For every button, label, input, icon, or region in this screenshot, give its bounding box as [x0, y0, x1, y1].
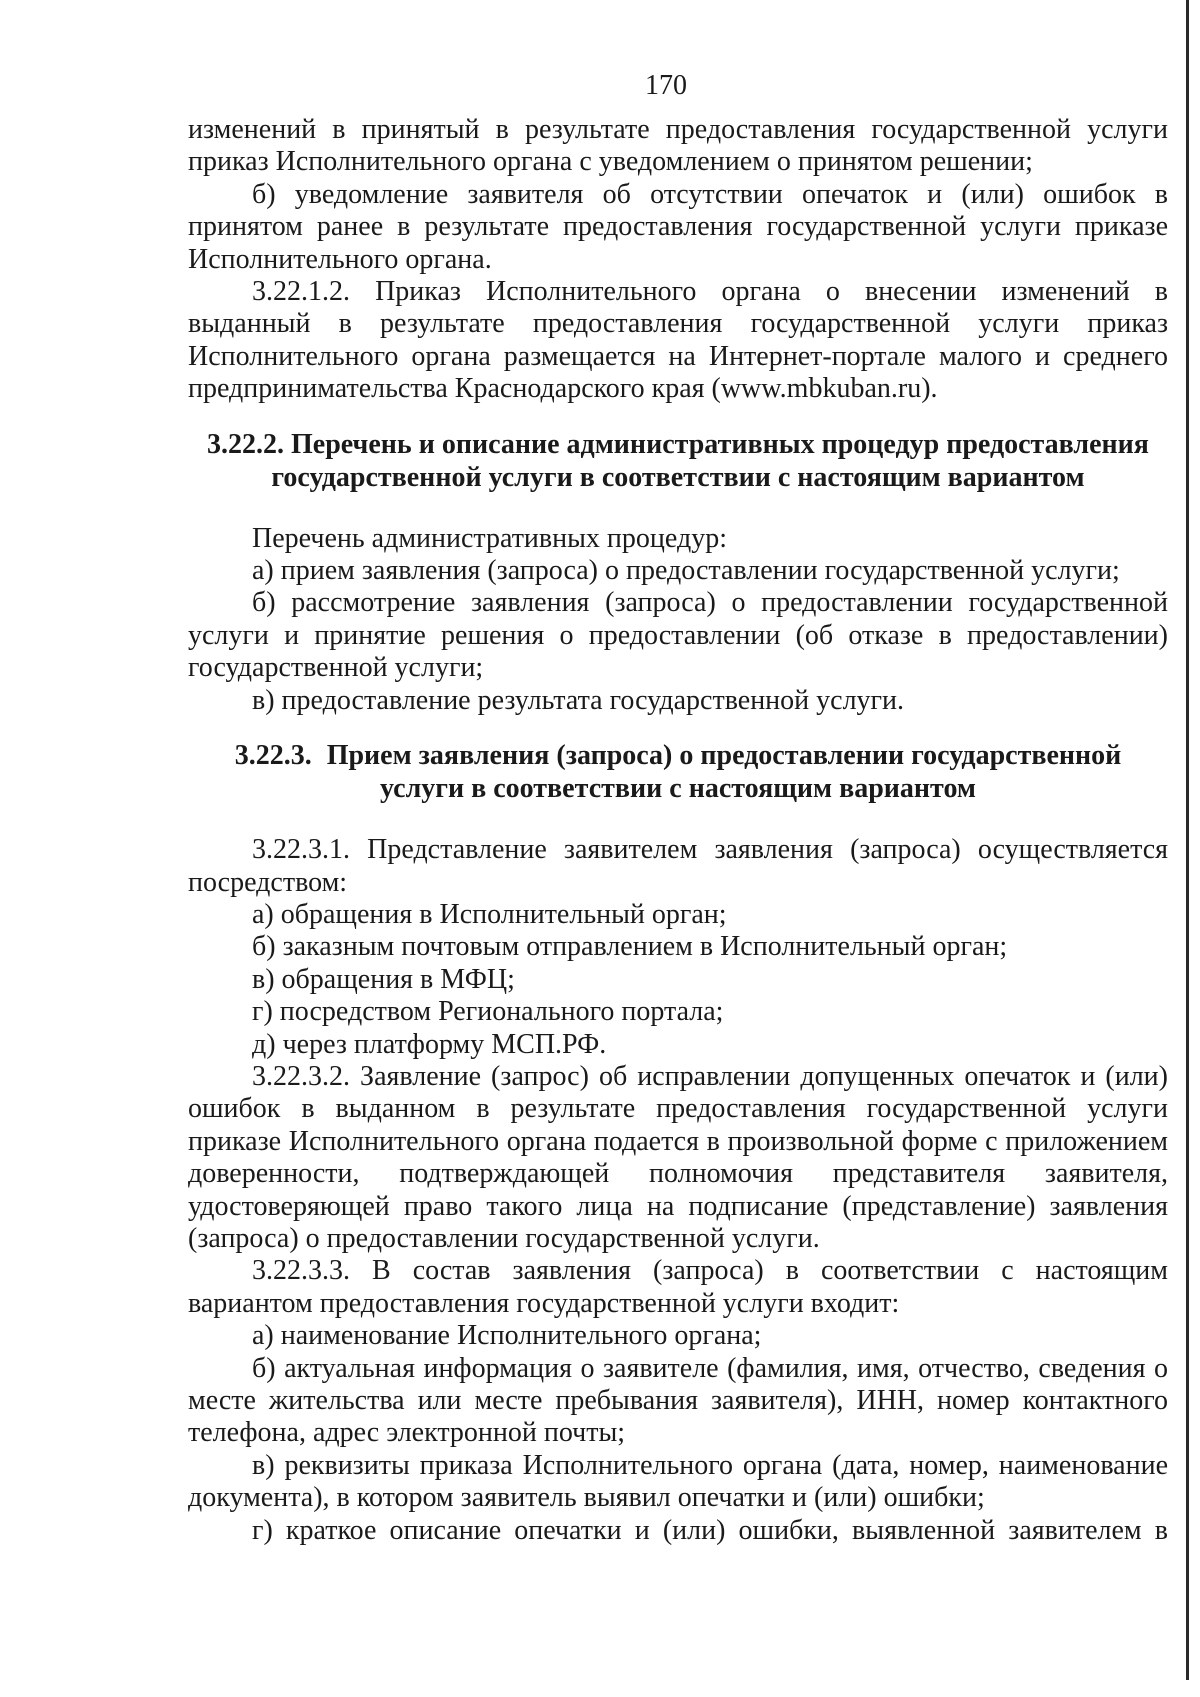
section-heading-text: Прием заявления (запроса) о предоставлении государственной: [326, 740, 1122, 772]
list-intro: Перечень административных процедур:: [252, 522, 727, 554]
section-heading-3-22-2-line2: государственной услуги в соответствии с настоящим вариантом: [271, 461, 1085, 493]
list-item: в) реквизиты приказа Исполнительного органа (дата, номер, наименование документа), в котором заявитель выявил опечатки и (или) ошибки;: [188, 1449, 1168, 1514]
page-number: 170: [645, 70, 687, 101]
list-item: в) предоставление результата государственной услуги.: [252, 684, 905, 716]
list-item: а) наименование Исполнительного органа;: [252, 1320, 762, 1352]
paragraph: изменений в принятый в результате предоставления государственной услуги приказ Исполнительного органа с уведомлением о принятом решении;: [188, 114, 1168, 178]
page-edge-line: [1186, 0, 1189, 1680]
list-item: в) обращения в МФЦ;: [252, 963, 515, 995]
section-heading-3-22-3-line2: услуги в соответствии с настоящим вариантом: [380, 773, 976, 805]
list-item: д) через платформу МСП.РФ.: [252, 1028, 607, 1060]
list-item: а) прием заявления (запроса) о предоставлении государственной услуги;: [252, 555, 1120, 587]
paragraph: 3.22.3.1. Представление заявителем заявления (запроса) осуществляется посредством:: [188, 834, 1168, 898]
document-body: [188, 114, 1168, 1547]
paragraph: 3.22.3.2. Заявление (запрос) об исправлении допущенных опечаток и (или) ошибок в выданном в результате предоставления государственной услуги приказе Исполнительного органа подается в произвольной форме с приложением доверенности, подтверждающей полномочия представителя заявителя, удостоверяющей право такого лица на подписание (представление) заявления (запроса) о предоставлении государственной услуги.: [188, 1060, 1168, 1254]
section-heading-3-22-3-line1: [188, 739, 1168, 772]
paragraph: 3.22.3.3. В состав заявления (запроса) в соответствии с настоящим вариантом предоставления государственной услуги входит:: [188, 1255, 1168, 1319]
section-number: 3.22.3.: [234, 740, 312, 772]
section-heading-3-22-2-line1: 3.22.2. Перечень и описание административных процедур предоставления: [207, 428, 1149, 460]
list-item: г) краткое описание опечатки и (или) ошибки, выявленной заявителем в: [252, 1514, 1168, 1546]
list-item: б) заказным почтовым отправлением в Исполнительный орган;: [252, 931, 1008, 963]
list-item: б) актуальная информация о заявителе (фамилия, имя, отчество, сведения о месте жительства или месте пребывания заявителя), ИНН, номер контактного телефона, адрес электронной почты;: [188, 1352, 1168, 1449]
list-item: г) посредством Регионального портала;: [252, 996, 724, 1028]
paragraph: б) уведомление заявителя об отсутствии опечаток и (или) ошибок в принятом ранее в результате предоставления государственной услуги приказе Исполнительного органа.: [188, 178, 1168, 275]
paragraph: 3.22.1.2. Приказ Исполнительного органа о внесении изменений в выданный в результате предоставления государственной услуги приказ Исполнительного органа размещается на Интернет-портале малого и среднего предпринимательства Краснодарского края (www.mbkuban.ru).: [188, 276, 1168, 405]
list-item: б) рассмотрение заявления (запроса) о предоставлении государственной услуги и принятие решения о предоставлении (об отказе в предоставлении) государственной услуги;: [188, 587, 1168, 684]
list-item: а) обращения в Исполнительный орган;: [252, 898, 727, 930]
